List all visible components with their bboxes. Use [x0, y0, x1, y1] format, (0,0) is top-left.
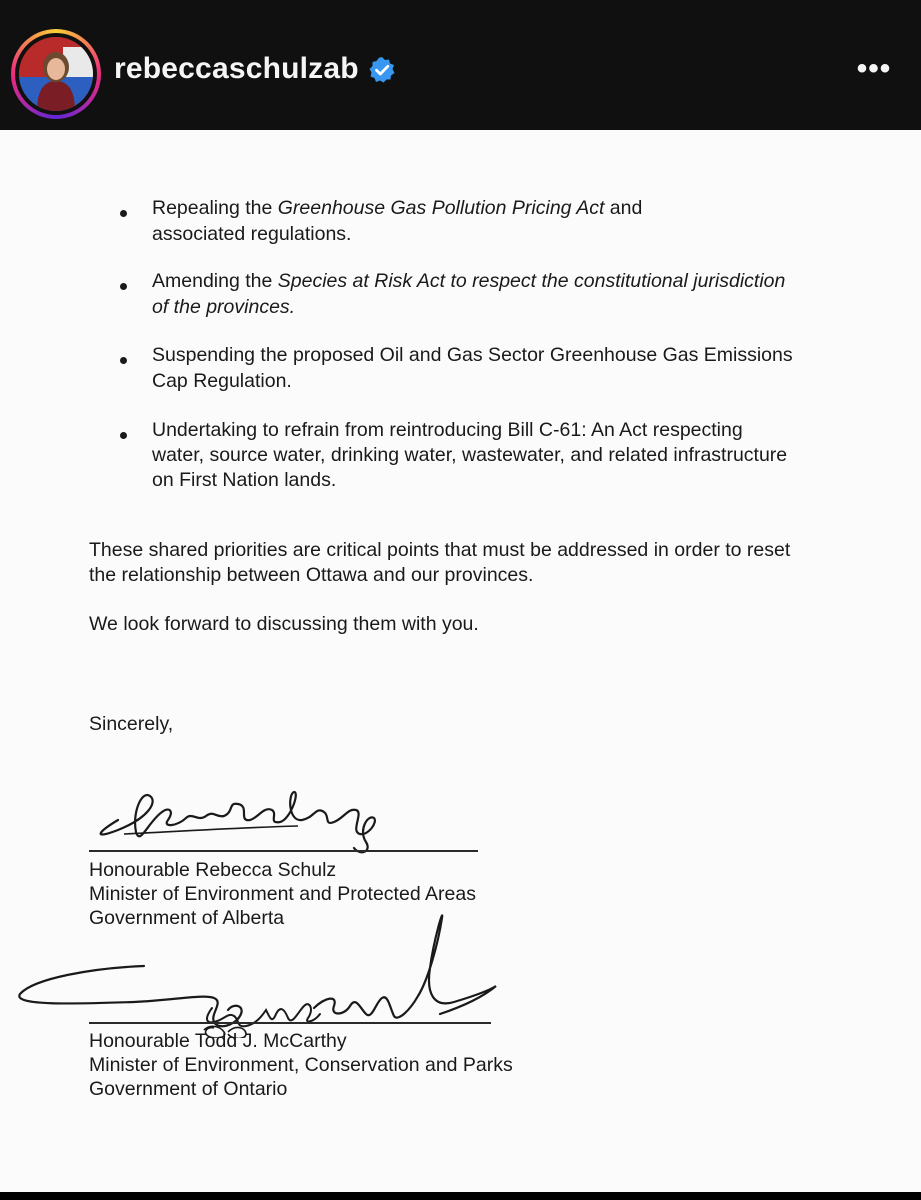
bottom-edge [0, 1192, 921, 1200]
verified-badge-icon [368, 56, 396, 84]
avatar[interactable] [19, 37, 93, 111]
signatory-name: Honourable Todd J. McCarthy [89, 1030, 347, 1052]
username[interactable]: rebeccaschulzab [114, 52, 359, 85]
bullet-line: Repealing the Greenhouse Gas Pollution Pricing Act and [152, 197, 643, 219]
signature-line [89, 850, 478, 852]
bullet-icon [120, 283, 127, 290]
signatory-title: Minister of Environment and Protected Areas [89, 883, 476, 905]
bullet-line: Amending the Species at Risk Act to respect the constitutional jurisdiction [152, 270, 786, 292]
italic-act-title: Species at Risk Act to respect the constitutional jurisdiction [277, 270, 786, 292]
bullet-line: Suspending the proposed Oil and Gas Sector Greenhouse Gas Emissions [152, 344, 793, 366]
story-ring[interactable] [11, 29, 101, 119]
bullet-line: on First Nation lands. [152, 469, 337, 491]
bullet-line [152, 295, 295, 319]
post-header [0, 0, 921, 130]
signature-todd-mccarthy [14, 898, 504, 1038]
bullet-icon [120, 432, 127, 439]
more-options-icon[interactable]: ••• [856, 52, 892, 85]
signature-line [89, 1022, 491, 1024]
bullet-icon [120, 210, 127, 217]
bullet-line: associated regulations. [152, 223, 352, 245]
bullet-icon [120, 357, 127, 364]
italic-act-title: Greenhouse Gas Pollution Pricing Act [277, 197, 605, 219]
bullet-line: water, source water, drinking water, wastewater, and related infrastructure [152, 444, 788, 466]
closing-paragraph-line: These shared priorities are critical points that must be addressed in order to reset [89, 539, 791, 561]
forward-sentence: We look forward to discussing them with you. [89, 613, 479, 635]
avatar-portrait-icon [19, 37, 93, 111]
closing-paragraph-line: the relationship between Ottawa and our provinces. [89, 564, 534, 586]
signatory-government: Government of Ontario [89, 1078, 288, 1100]
signature-rebecca-schulz [88, 782, 388, 860]
bullet-line: Undertaking to refrain from reintroducing Bill C-61: An Act respecting [152, 419, 743, 441]
signatory-government: Government of Alberta [89, 907, 285, 929]
italic-act-title: of the provinces. [152, 296, 296, 318]
signatory-name: Honourable Rebecca Schulz [89, 859, 337, 881]
bullet-line: Cap Regulation. [152, 370, 292, 392]
letter-page [0, 130, 921, 1192]
sincerely: Sincerely, [89, 713, 174, 735]
signatory-title: Minister of Environment, Conservation and Parks [89, 1054, 513, 1076]
